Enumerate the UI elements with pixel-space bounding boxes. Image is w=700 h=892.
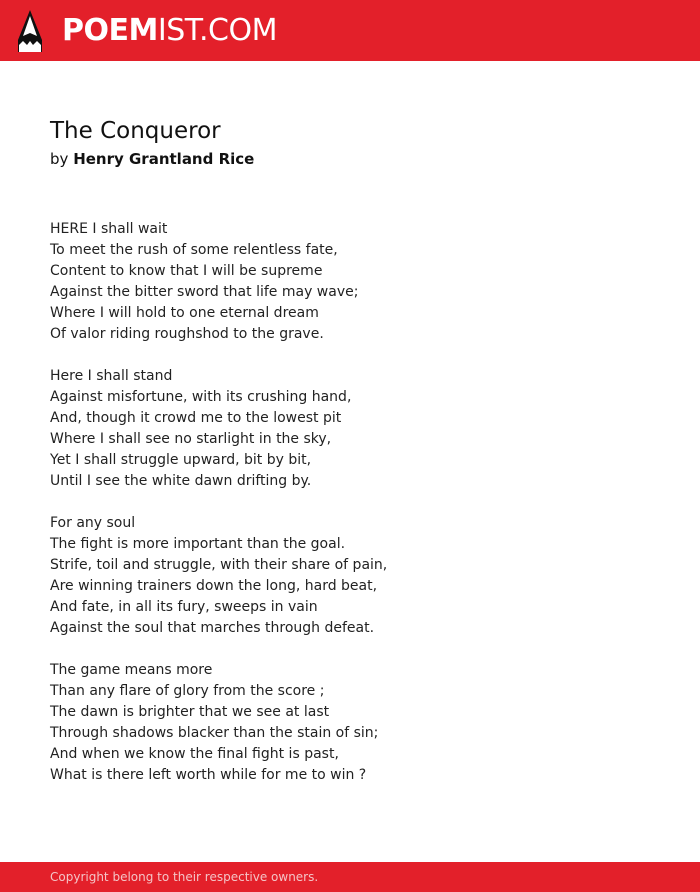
poem-line: Than any flare of glory from the score ; (50, 683, 325, 699)
copyright-text: Copyright belong to their respective owners. (50, 870, 319, 884)
poem-line: The fight is more important than the goal. (50, 536, 346, 552)
poem-line: Where I will hold to one eternal dream (50, 305, 319, 321)
poem-line: What is there left worth while for me to win ? (50, 767, 367, 783)
poem-line: Yet I shall struggle upward, bit by bit, (50, 452, 312, 468)
author-name[interactable]: Henry Grantland Rice (73, 150, 255, 168)
stanza (50, 219, 670, 345)
poem-line: Where I shall see no starlight in the sky, (50, 431, 332, 447)
stanza (50, 366, 670, 492)
poem-line: The game means more (50, 662, 213, 678)
poem-line: And when we know the final fight is past, (50, 746, 339, 762)
poem-line: Against the bitter sword that life may wave; (50, 284, 359, 300)
poem-byline (50, 149, 254, 169)
poem-line: Against the soul that marches through defeat. (50, 620, 375, 636)
site-logo[interactable] (62, 13, 277, 49)
logo-text-light: IST.COM (157, 13, 277, 48)
poem-line: Are winning trainers down the long, hard beat, (50, 578, 378, 594)
by-label: by (50, 150, 69, 168)
poem-line: And fate, in all its fury, sweeps in vain (50, 599, 318, 615)
site-header (0, 0, 700, 61)
poem-line: Against misfortune, with its crushing hand, (50, 389, 352, 405)
poem-line: And, though it crowd me to the lowest pit (50, 410, 342, 426)
stanza (50, 660, 670, 786)
poem-line: To meet the rush of some relentless fate, (50, 242, 338, 258)
poem-line: Strife, toil and struggle, with their share of pain, (50, 557, 388, 573)
poem-line: Content to know that I will be supreme (50, 263, 323, 279)
poem-line: Through shadows blacker than the stain of sin; (50, 725, 379, 741)
poem-line: For any soul (50, 515, 136, 531)
stanza (50, 513, 670, 639)
poem-line: The dawn is brighter that we see at last (50, 704, 330, 720)
poem-body (50, 219, 670, 807)
poem-line: Until I see the white dawn drifting by. (50, 473, 312, 489)
poem-line: Of valor riding roughshod to the grave. (50, 326, 324, 342)
poem-line: HERE I shall wait (50, 221, 168, 237)
pencil-logo-icon[interactable] (18, 10, 42, 52)
poem-title: The Conqueror (50, 118, 221, 144)
site-footer (0, 862, 700, 892)
poem-line: Here I shall stand (50, 368, 173, 384)
logo-text-bold: POEM (62, 13, 158, 48)
